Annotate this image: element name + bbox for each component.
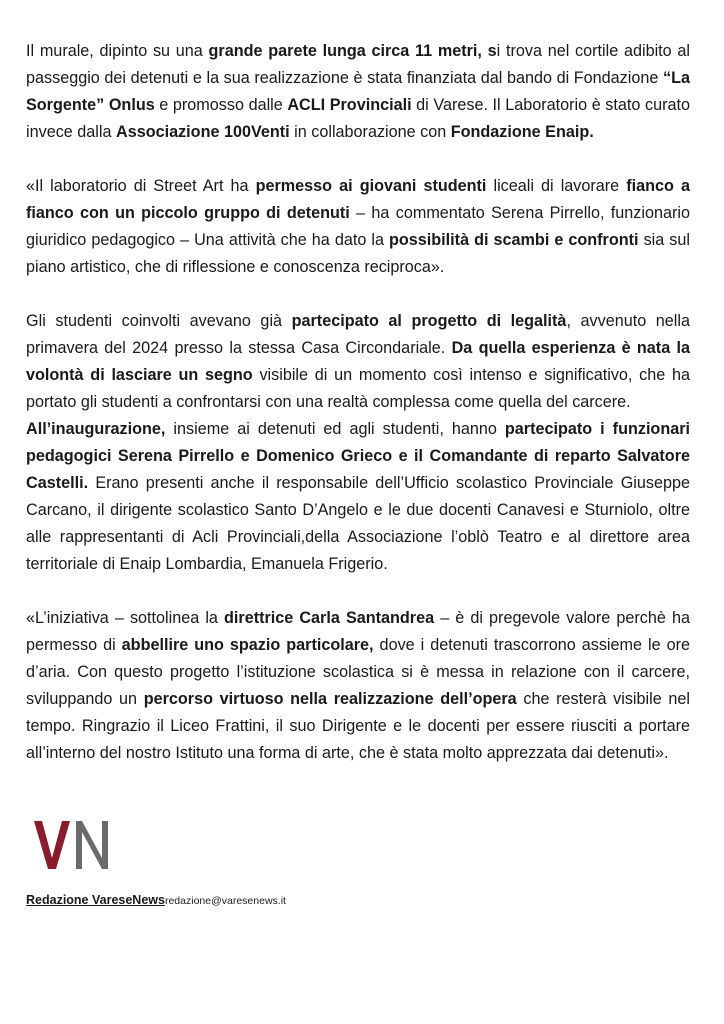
text-run: insieme ai detenuti ed agli studenti, hanno [165,420,505,438]
bold-text-run: percorso virtuoso nella realizzazione dell’opera [143,690,517,708]
footer-credit [26,893,286,907]
bold-text-run: partecipato al progetto di legalità [291,312,567,330]
text-run: e promosso dalle [154,96,288,114]
paragraph-inauguration [26,416,690,578]
text-run: – è di pregevole valore perchè ha permesso di [26,609,690,654]
paragraph-intro [26,38,690,146]
bold-text-run: fianco a fianco con un piccolo gruppo di detenuti [26,177,691,222]
bold-text-run: permesso ai giovani studenti [255,177,487,195]
bold-text-run: Fondazione Enaip. [450,123,594,141]
bold-text-run: i funzionari pedagogici Serena Pirrello e Domenico Grieco e il Comandante di reparto Salvatore Castelli. [26,420,691,492]
bold-text-run: Da quella esperienza è nata la volontà di lasciare un segno [26,339,690,384]
bold-text-run: All’inaugurazione, [26,420,166,438]
text-run: Gli studenti coinvolti avevano già [26,312,292,330]
text-run: Il murale, dipinto su una [26,42,209,60]
logo-letter-v [34,821,70,869]
text-run: i trova nel cortile adibito al passeggio dei detenuti e la sua realizzazione è stata finanziata dal bando di Fondazione [26,42,690,87]
bold-text-run: partecipato [504,420,593,438]
paragraph-quote-pirrello [26,173,690,281]
paragraph-quote-santandrea [26,605,690,767]
author-email[interactable]: redazione@varesenews.it [164,895,286,907]
paragraph-students [26,308,690,416]
author-link[interactable]: Redazione VareseNews [26,893,165,907]
text-run: di Varese. Il Laboratorio è stato curato invece dalla [26,96,690,141]
article-body [26,38,690,767]
text-run: , avvenuto nella primavera del 2024 presso la stessa Casa Circondariale. [26,312,690,357]
bold-text-run: direttrice Carla Santandrea [224,609,435,627]
bold-text-run: abbellire uno spazio particolare, [121,636,374,654]
text-run: Erano presenti anche il responsabile dell’Ufficio scolastico Provinciale Giuseppe Carcano, il dirigente scolastico Santo D’Angelo e le due docenti Canavesi e Sturniolo, oltre alle rappresentanti di Acli Provinciali,della Associazione l’oblò Teatro e al direttore area territoriale di Enaip Lombardia, Emanuela Frigerio. [26,474,690,573]
bold-text-run: “La Sorgente” Onlus [26,69,690,114]
text-run: sia sul piano artistico, che di riflessione e conoscenza reciproca». [26,231,690,276]
text-run: visibile di un momento così intenso e significativo, che ha portato gli studenti a confrontarsi con una realtà complessa come quella del carcere. [26,366,691,411]
bold-text-run: possibilità di scambi e confronti [389,231,639,249]
text-run: «L’iniziativa – sottolinea la [26,609,225,627]
text-run: – ha commentato Serena Pirrello, funzionario giuridico pedagogico – Una attività che ha dato la [26,204,690,249]
text-run: «Il laboratorio di Street Art ha [26,177,256,195]
bold-text-run: Associazione 100Venti [116,123,290,141]
text-run [592,420,600,438]
bold-text-run: grande parete lunga circa 11 metri, s [208,42,497,60]
text-run: dove i detenuti trascorrono assieme le ore d’aria. Con questo progetto l’istituzione scolastica si è messa in relazione con il carcere, sviluppando un [26,636,690,708]
bold-text-run: ACLI Provinciali [287,96,412,114]
text-run: che resterà visibile nel tempo. Ringrazio il Liceo Frattini, il suo Dirigente e le docenti per essere riusciti a portare all’interno del nostro Istituto una forma di arte, che è stata molto apprezzata dai detenuti». [26,690,690,762]
text-run: in collaborazione con [289,123,451,141]
text-run: liceali di lavorare [486,177,627,195]
logo-letter-n [76,821,108,869]
varesenews-logo-icon [32,818,112,872]
